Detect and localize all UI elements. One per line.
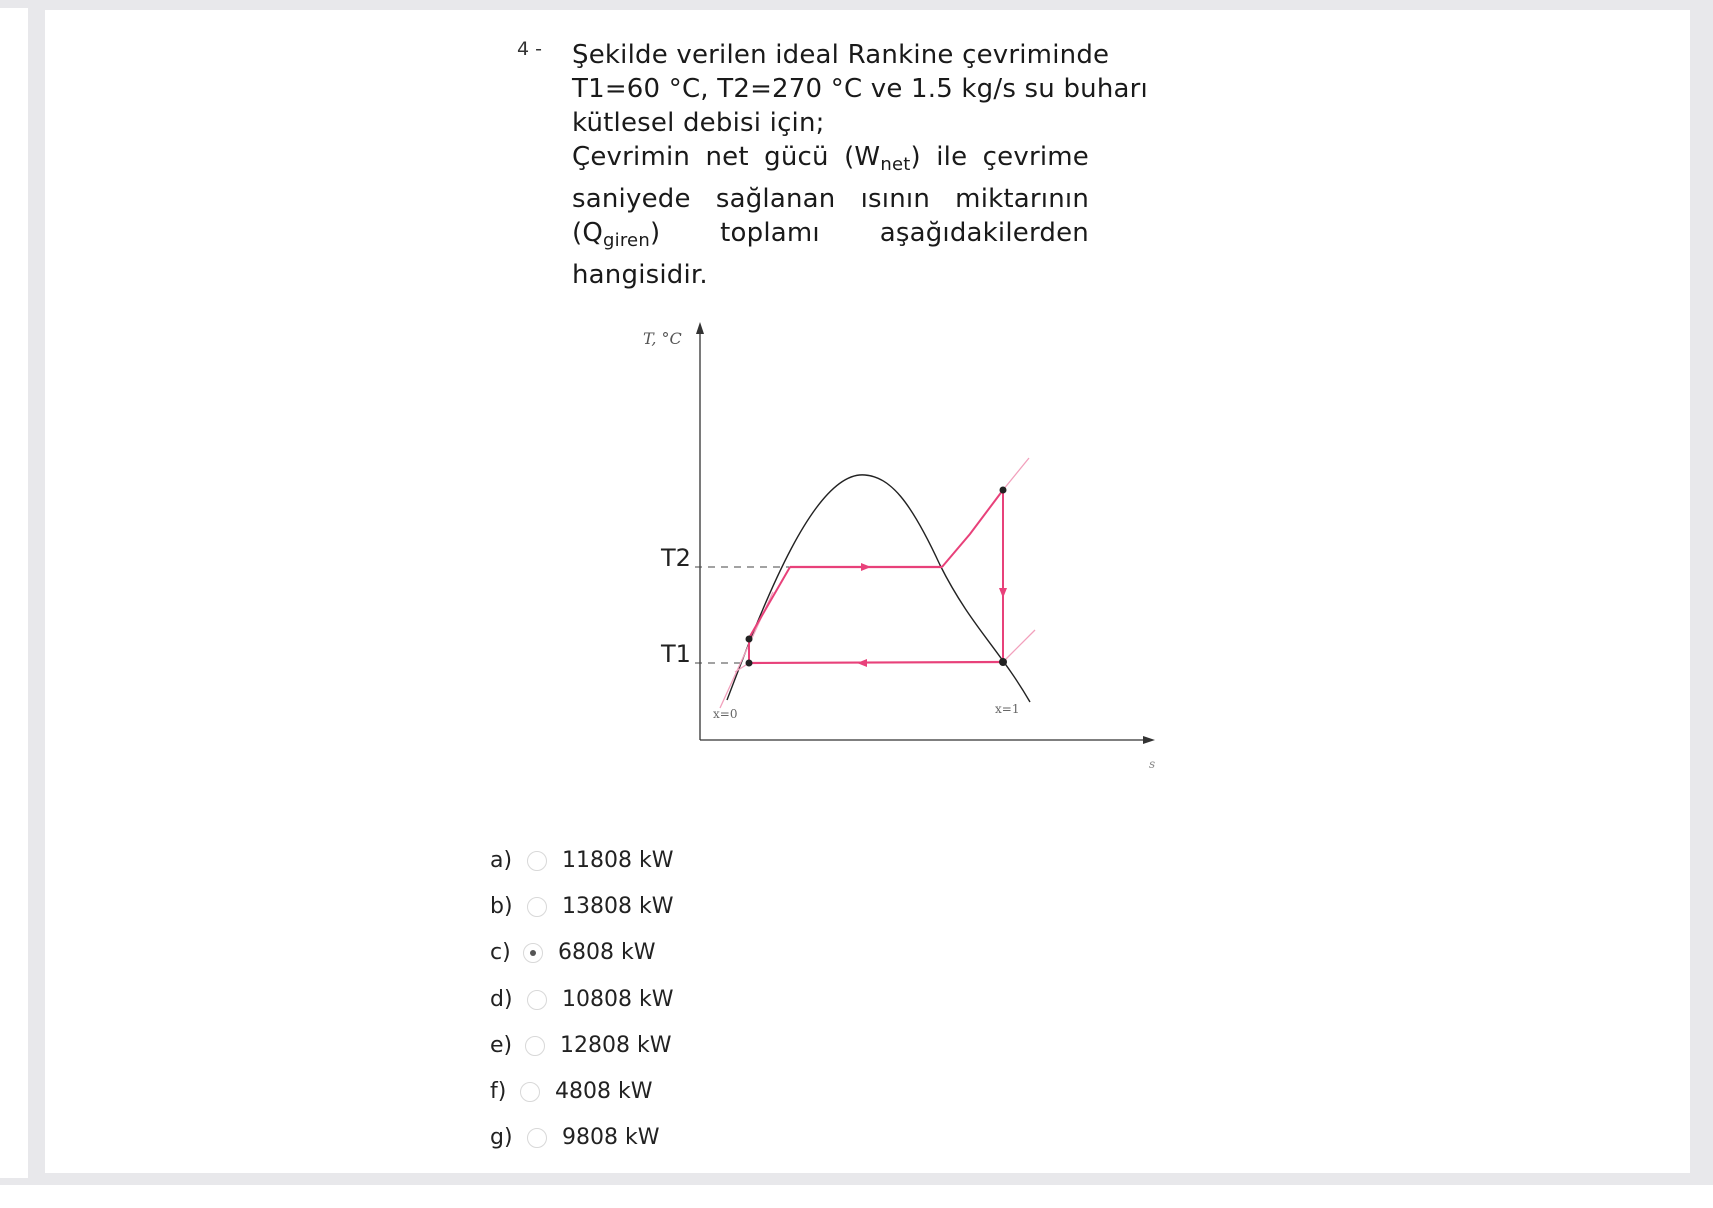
option-d-value: 10808 kW — [562, 987, 674, 1012]
saturation-dome — [727, 475, 1030, 702]
t1-label: T1 — [661, 640, 691, 668]
y-axis-arrow — [696, 322, 704, 334]
x-axis-label: s — [1149, 757, 1156, 771]
condenser-isobar-extension — [1003, 630, 1035, 662]
option-f-radio[interactable] — [520, 1082, 540, 1102]
option-g-radio[interactable] — [527, 1128, 547, 1148]
y-axis-label: T, °C — [643, 329, 682, 348]
option-d-radio[interactable] — [527, 990, 547, 1010]
state-point-4 — [999, 658, 1007, 666]
option-g-letter: g) — [490, 1125, 513, 1150]
superheat-isobar-extension — [1003, 458, 1029, 490]
question-line-3: kütlesel debisi için; — [572, 108, 825, 138]
question-line-2: T1=60 °C, T2=270 °C ve 1.5 kg/s su buharı — [572, 74, 1148, 104]
option-b-value: 13808 kW — [562, 894, 674, 919]
option-e-letter: e) — [490, 1033, 513, 1058]
question-line-5: saniyede sağlanan ısının miktarının — [572, 184, 1089, 214]
option-a-value: 11808 kW — [562, 848, 674, 873]
state-point-1 — [746, 660, 753, 667]
document-page — [45, 10, 1690, 1173]
x0-label: x=0 — [713, 707, 738, 721]
question-line-7: hangisidir. — [572, 260, 708, 290]
option-d-letter: d) — [490, 987, 513, 1012]
ts-diagram — [625, 300, 1185, 784]
option-b-letter: b) — [490, 894, 513, 919]
question-line-6: $(Q_{giren})$ toplamı aşağıdakilerden — [572, 218, 1089, 251]
ts-diagram-svg — [625, 300, 1185, 780]
question-number: 4 - — [517, 38, 542, 60]
option-a-radio[interactable] — [527, 851, 547, 871]
boiler-heating-line — [749, 567, 790, 638]
t2-label: T2 — [661, 544, 691, 572]
option-c-radio[interactable] — [523, 943, 543, 963]
state-point-2 — [746, 636, 753, 643]
option-c-value: 6808 kW — [558, 940, 656, 965]
option-f-letter: f) — [490, 1079, 507, 1104]
question-line-1: Şekilde verilen ideal Rankine çevriminde — [572, 40, 1110, 70]
superheat-line — [942, 490, 1003, 567]
left-page-edge — [0, 8, 28, 1178]
option-e-value: 12808 kW — [560, 1033, 672, 1058]
option-b-radio[interactable] — [527, 897, 547, 917]
condenser-arrow — [857, 659, 867, 667]
question-line-4: Çevrimin net gücü $(W_{net})$ ile çevrime — [572, 142, 1089, 175]
option-g-value: 9808 kW — [562, 1125, 660, 1150]
option-a-letter: a) — [490, 848, 513, 873]
option-e-radio[interactable] — [525, 1036, 545, 1056]
x1-label: x=1 — [995, 702, 1020, 716]
condenser-line — [749, 662, 1003, 663]
evaporation-arrow — [861, 563, 871, 571]
bottom-area — [0, 1185, 1713, 1208]
x-axis-arrow — [1143, 736, 1155, 744]
state-point-3 — [1000, 487, 1007, 494]
question-text — [572, 38, 1148, 292]
turbine-arrow — [999, 588, 1007, 598]
option-f-value: 4808 kW — [555, 1079, 653, 1104]
option-c-letter: c) — [490, 940, 511, 965]
